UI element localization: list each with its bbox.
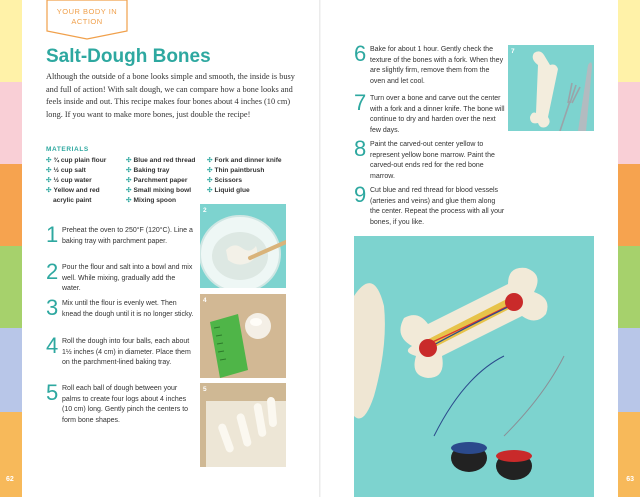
tab-orange <box>618 164 640 246</box>
plus-icon: ✣ <box>126 157 132 164</box>
plus-icon: ✣ <box>126 187 132 194</box>
plus-icon: ✣ <box>126 167 132 174</box>
step-text: Bake for about 1 hour. Gently check the texture of the bones with a fork. When they are slightly firm, remove them from the oven and let cool. <box>370 46 504 85</box>
tab-blue <box>0 328 22 412</box>
tab-pink <box>0 82 22 164</box>
plus-icon: ✣ <box>207 177 213 184</box>
material-item: ✣ ½ cup water <box>46 177 92 184</box>
page-number-right: 63 <box>626 476 634 483</box>
step-number: 6 <box>354 41 367 66</box>
tab-yellow <box>618 0 640 82</box>
photo-step-label: 5 <box>203 386 207 393</box>
tab-light-orange <box>0 412 22 497</box>
tab-light-orange <box>618 412 640 497</box>
step-number: 1 <box>46 222 59 247</box>
step-text: Preheat the oven to 250°F (120°C). Line a baking tray with parchment paper. <box>62 227 193 245</box>
left-color-tabs <box>0 0 22 497</box>
tab-blue <box>618 328 640 412</box>
photo-step-label: 2 <box>203 207 207 214</box>
intro-paragraph: Although the outside of a bone looks simple and smooth, the inside is busy and full of action! With salt dough, we can compare how a bone looks and feels inside and out. This recipe makes four bones about 4 inches (10 cm) long. If you want to make more bones, just double the recipe! <box>46 72 295 119</box>
photo-mixing-bowl <box>200 204 286 288</box>
banner-line-1: YOUR BODY IN <box>56 7 118 16</box>
plus-icon: ✣ <box>126 177 132 184</box>
plus-icon: ✣ <box>46 157 52 164</box>
photo-finished-bone <box>354 236 594 497</box>
material-item: ✣ Parchment paper <box>126 177 188 184</box>
step-number: 5 <box>46 380 59 405</box>
photo-step-label: 7 <box>511 48 515 55</box>
tab-orange <box>0 164 22 246</box>
step-text: Turn over a bone and carve out the center with a fork and a dinner knife. The bone will continue to dry and harden over the next few days. <box>370 95 505 134</box>
photo-dough-ball-ruler <box>200 294 286 378</box>
page-title: Salt-Dough Bones <box>46 46 211 67</box>
tab-green <box>0 246 22 328</box>
materials-column-1 <box>46 156 106 206</box>
step-text: Cut blue and red thread for blood vessels (arteries and veins) and glue them along the center. Repeat the process with all your bones, if you like. <box>370 187 505 226</box>
material-item: ✣ Liquid glue <box>207 187 250 194</box>
ruler-and-ball-illustration <box>200 294 286 378</box>
step-text: Paint the carved-out center yellow to represent yellow bone marrow. Paint the carved-out ends red for the red bone marrow. <box>370 141 495 180</box>
plus-icon: ✣ <box>46 177 52 184</box>
materials-column-2 <box>126 156 195 206</box>
material-item: ✣ ½ cup salt <box>46 167 86 174</box>
plus-icon: ✣ <box>207 187 213 194</box>
right-color-tabs <box>618 0 640 497</box>
step-number: 4 <box>46 333 59 358</box>
book-spine <box>319 0 321 497</box>
photo-dough-logs <box>200 383 286 467</box>
plus-icon: ✣ <box>207 157 213 164</box>
step-text: Roll each ball of dough between your palms to create four logs about 4 inches (10 cm) long. Gently pinch the centers to form bone shapes. <box>62 385 189 424</box>
material-item: ✣ Yellow and red <box>46 187 100 194</box>
page-number-left: 62 <box>6 476 14 483</box>
step-text: Pour the flour and salt into a bowl and mix well. While mixing, gradually add the water. <box>62 264 193 292</box>
plus-icon: ✣ <box>207 167 213 174</box>
finished-bone-illustration <box>354 236 594 497</box>
step-number: 2 <box>46 259 59 284</box>
material-item: ✣ ¾ cup plain flour <box>46 157 107 164</box>
materials-heading: MATERIALS <box>46 146 89 153</box>
material-item: ✣ Baking tray <box>126 167 170 174</box>
tab-green <box>618 246 640 328</box>
materials-column-3 <box>207 156 282 196</box>
photo-carving-bone <box>508 45 594 131</box>
plus-icon: ✣ <box>126 197 132 204</box>
material-item: ✣ Fork and dinner knife <box>207 157 282 164</box>
material-item: ✣ Blue and red thread <box>126 157 196 164</box>
material-item: ✣ Small mixing bowl <box>126 187 192 194</box>
banner-line-2: ACTION <box>71 17 103 26</box>
photo-step-label: 4 <box>203 297 207 304</box>
material-item-continued: acrylic paint <box>53 197 92 204</box>
step-number: 3 <box>46 295 59 320</box>
dough-logs-illustration <box>200 383 286 467</box>
tab-yellow <box>0 0 22 82</box>
section-banner <box>46 7 128 27</box>
material-item: ✣ Scissors <box>207 177 243 184</box>
step-text: Roll the dough into four balls, each about 1½ inches (4 cm) in diameter. Place them on the parchment-lined baking tray. <box>62 338 191 366</box>
material-item: ✣ Thin paintbrush <box>207 167 265 174</box>
tab-pink <box>618 82 640 164</box>
step-number: 7 <box>354 90 367 115</box>
material-item: ✣ Mixing spoon <box>126 197 177 204</box>
step-number: 8 <box>354 136 367 161</box>
mixing-bowl-illustration <box>200 204 286 288</box>
step-number: 9 <box>354 182 367 207</box>
plus-icon: ✣ <box>46 167 52 174</box>
carving-bone-illustration <box>508 45 594 131</box>
plus-icon: ✣ <box>46 187 52 194</box>
step-text: Mix until the flour is evenly wet. Then knead the dough until it is no longer sticky. <box>62 300 194 318</box>
